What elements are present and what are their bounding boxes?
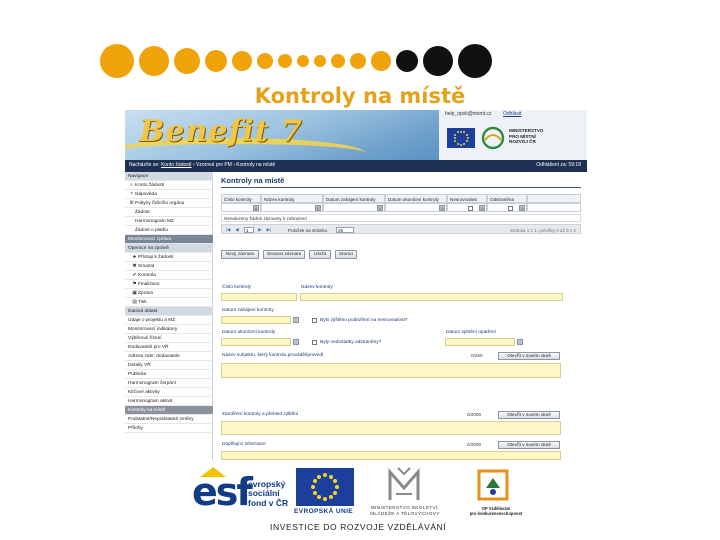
esf-caption: [248, 480, 288, 508]
new-record-button[interactable]: Nový záznam: [221, 250, 259, 259]
slide-title: Kontroly na místě: [254, 84, 466, 108]
funding-logos: [190, 462, 540, 540]
decorative-dot: [458, 44, 492, 78]
eu-star: [317, 475, 321, 479]
sidebar-item-nav[interactable]: [125, 199, 213, 208]
datum-zahajeni-field[interactable]: [221, 316, 291, 324]
filter-icon[interactable]: Y: [378, 206, 382, 211]
sidebar-item-label: Finalizace: [138, 282, 160, 287]
sidebar-item-nav[interactable]: [125, 226, 213, 235]
eu-star: [317, 495, 321, 499]
logout-link[interactable]: Odhlásit: [503, 111, 522, 117]
eu-flag-icon: [296, 468, 354, 506]
esf-caption-line: sociální: [248, 488, 280, 499]
open-new-window-button[interactable]: Otevřít v novém okně: [498, 352, 560, 360]
eu-star: [311, 485, 315, 489]
label-datum-splneni: Datum splnění opatření: [446, 330, 496, 335]
title-divider: [221, 187, 581, 188]
sidebar-item-label: Navigace: [128, 174, 148, 179]
decorative-dot: [205, 50, 227, 72]
ministry-name: [509, 128, 543, 145]
filter-icon[interactable]: Y: [520, 206, 524, 211]
char-counter: 0/250: [471, 353, 483, 358]
sidebar-item-label: Harmonogram MZ: [135, 219, 174, 224]
sidebar-item-icon: ▣: [132, 291, 137, 296]
sidebar-item-data[interactable]: [125, 343, 213, 352]
decorative-dot: [350, 53, 366, 69]
label-datum-ukonceni: Datum ukončení kontroly: [222, 330, 276, 335]
decorative-dot: [314, 55, 326, 67]
grid-filter-spacer: [527, 203, 581, 212]
sidebar-item-label: Monitorovací zpráva: [128, 237, 172, 242]
sidebar-item-data[interactable]: [125, 325, 213, 334]
calendar-icon[interactable]: [293, 317, 299, 323]
sidebar-item-label: Žádost o platbu: [135, 228, 169, 233]
sidebar-item-label: Adresa zahr. dodavatele: [128, 354, 180, 359]
sidebar-item-operation[interactable]: [125, 262, 213, 271]
sidebar-item-icon: ✖: [132, 264, 137, 269]
sidebar-header-operations[interactable]: [125, 244, 213, 253]
eu-star: [454, 134, 456, 136]
eu-star: [329, 475, 333, 479]
eu-star: [457, 131, 459, 133]
grid-filter-cell[interactable]: [385, 203, 447, 212]
sidebar-item-icon: ⚙: [129, 201, 134, 206]
prev-page-icon[interactable]: ◀: [235, 227, 239, 232]
pager-info: Stránka 1 z 1, položky 0 až 0 z 0: [509, 227, 576, 233]
sidebar-item-label: Smazat: [138, 264, 155, 269]
op-caption-line: OP Vzdělávání: [481, 506, 511, 511]
sidebar-item-icon: ▤: [132, 300, 137, 305]
sidebar-item-nav[interactable]: [125, 208, 213, 217]
eu-star: [323, 473, 327, 477]
sidebar-header-monitoring[interactable]: [125, 235, 213, 244]
last-page-icon[interactable]: ▶|: [266, 227, 272, 232]
grid-column-header[interactable]: Číslo kontroly: [221, 194, 261, 203]
page-title: Kontroly na místě: [221, 176, 285, 185]
main-content: [215, 172, 587, 460]
sidebar-item-label: Konto žádostí: [135, 183, 165, 188]
op-vk-logo-icon: [476, 468, 510, 502]
odstraneny-checkbox[interactable]: [312, 340, 317, 345]
calendar-icon[interactable]: [517, 339, 523, 345]
decorative-dot: [174, 48, 200, 74]
esf-caption-line: evropský: [248, 479, 286, 489]
logout-timer: Odhlášení za: 59:18: [536, 162, 581, 168]
per-page-select[interactable]: 25: [336, 227, 354, 233]
sidebar-item-operation[interactable]: [125, 271, 213, 280]
sidebar-item-data[interactable]: [125, 352, 213, 361]
decorative-dot-row: [100, 44, 620, 84]
label-subjekt: Název subjektu, který kontrolu prováděl/provedl: [222, 353, 324, 358]
grid-column-spacer: [527, 194, 581, 203]
eu-star: [329, 495, 333, 499]
sidebar-item-active[interactable]: [125, 406, 213, 415]
sidebar-header-navigace[interactable]: [125, 172, 213, 181]
subjekt-textarea[interactable]: [221, 363, 561, 378]
sidebar-item-label: Zpráva: [138, 291, 153, 296]
breadcrumb: [125, 160, 587, 172]
per-page-label: Položek na stránku: [288, 227, 328, 233]
sidebar-item-label: Pokyny řídícího orgánu: [135, 201, 185, 206]
decorative-dot: [331, 54, 345, 68]
label-odstraneny: Byly nedostatky odstraněny?: [320, 340, 382, 345]
sidebar-item-data[interactable]: [125, 424, 213, 433]
label-informace: Doplňující informace: [222, 442, 266, 447]
eu-star: [467, 137, 469, 139]
app-logo: Benefit 7: [139, 114, 303, 149]
sidebar-item-label: Přístup k žádosti: [138, 255, 174, 260]
filter-icon[interactable]: Y: [480, 206, 484, 211]
op-vk-caption: [456, 506, 536, 516]
sidebar-item-data[interactable]: [125, 370, 213, 379]
ministry-line: PRO MÍSTNÍ: [509, 133, 536, 139]
page-number-input[interactable]: 1: [244, 227, 254, 233]
sidebar-item-icon: ✔: [132, 273, 137, 278]
grid-pager: [221, 224, 581, 234]
open-new-window-button[interactable]: Otevřít v novém okně: [498, 411, 560, 419]
cancel-button[interactable]: Storno: [335, 250, 357, 259]
eu-star: [460, 144, 462, 146]
decorative-dot: [100, 44, 134, 78]
eu-star: [333, 491, 337, 495]
first-page-icon[interactable]: |◀: [225, 227, 231, 232]
grid-filter-cell[interactable]: [323, 203, 385, 212]
eu-star: [466, 140, 468, 142]
sidebar-item-label: Žádost: [135, 210, 150, 215]
sidebar-item-data[interactable]: [125, 316, 213, 325]
sidebar-item-label: Datová oblast: [128, 309, 158, 314]
label-podezreni: Bylo zjištěno podezření na nesrovnalost?: [320, 318, 408, 323]
eu-star: [335, 485, 339, 489]
sidebar-item-label: Kontroly na místě: [128, 408, 166, 413]
sidebar-item-data[interactable]: [125, 388, 213, 397]
esf-logo: esf: [192, 470, 251, 514]
sidebar-item-icon: ?: [130, 192, 133, 197]
sidebar-item-label: Přílohy: [128, 426, 143, 431]
label-zamereni: Zaměření kontroly a přehled zjištění: [222, 412, 299, 417]
sidebar-item-label: Publicita: [128, 372, 147, 377]
label-cislo-kontroly: Číslo kontroly: [222, 285, 252, 290]
char-counter: 0/2000: [467, 412, 482, 417]
op-caption-line: pro konkurenceschopnost: [469, 511, 523, 517]
sidebar-item-data[interactable]: [125, 415, 213, 424]
filter-icon[interactable]: Y: [316, 206, 320, 211]
sidebar-item-icon: ⌂: [130, 183, 133, 188]
ministry-line: MINISTERSTVO: [509, 128, 544, 133]
sidebar-item-label: Kontrola: [138, 273, 156, 278]
esf-caption-line: fond v ČR: [248, 497, 289, 508]
ministry-line: ROZVOJ ČR: [509, 139, 536, 144]
eu-star: [457, 143, 459, 145]
eu-star: [454, 137, 456, 139]
eu-star: [460, 131, 462, 133]
datum-ukonceni-field[interactable]: [221, 338, 291, 346]
sidebar-item-label: Operace na zprávě: [128, 246, 169, 251]
sidebar-item-icon: ⚑: [132, 282, 137, 287]
breadcrumb-rest: › Vzorová pro PM › Kontroly na místě: [192, 162, 276, 168]
delete-record-button[interactable]: Smazat záznam: [263, 250, 305, 259]
grid-filter-cell[interactable]: [447, 203, 487, 212]
datum-splneni-field[interactable]: [445, 338, 515, 346]
application-screenshot: [125, 110, 587, 460]
user-email: help_opvk@msmt.cz: [445, 111, 492, 117]
sidebar-item-operation[interactable]: [125, 289, 213, 298]
sidebar-item-nav[interactable]: [125, 190, 213, 199]
decorative-dot: [423, 46, 453, 76]
eu-star: [466, 134, 468, 136]
eu-star: [463, 143, 465, 145]
sidebar-header-data[interactable]: [125, 307, 213, 316]
breadcrumb-link-konto[interactable]: Konto žádostí: [160, 162, 192, 168]
filter-checkbox[interactable]: [468, 206, 473, 211]
eu-label: EVROPSKÁ UNIE: [294, 508, 354, 515]
sidebar-item-nav[interactable]: [125, 217, 213, 226]
filter-checkbox[interactable]: [508, 206, 513, 211]
eu-flag-icon: [447, 128, 475, 148]
banner-user-panel: [439, 110, 587, 160]
sidebar-item-label: Podstatné/Nepodstatné změny: [128, 417, 194, 422]
grid-filter-cell[interactable]: [221, 203, 261, 212]
grid-column-header[interactable]: Název kontroly: [261, 194, 323, 203]
sidebar-item-label: Výběrové řízení: [128, 336, 162, 341]
sidebar-item-label: Harmonogram aktivit: [128, 399, 173, 404]
decorative-dot: [139, 46, 169, 76]
decorative-dot: [371, 51, 391, 71]
nesrovnalost-checkbox[interactable]: [312, 318, 317, 323]
sidebar-item-label: Monitorovací indikátory: [128, 327, 178, 332]
msmt-caption: [360, 505, 450, 516]
sidebar-item-label: Detaily VŘ: [128, 363, 151, 368]
breadcrumb-prefix: Nacházíte se:: [129, 162, 160, 168]
grid-column-header[interactable]: Nesrovnalost: [447, 194, 487, 203]
grid-column-header[interactable]: Datum zahájení kontroly: [323, 194, 385, 203]
filter-icon[interactable]: Y: [254, 206, 258, 211]
app-banner: [125, 110, 587, 160]
investment-slogan: INVESTICE DO ROZVOJE VZDĚLÁVÁNÍ: [270, 522, 447, 532]
label-nazev-kontroly: Název kontroly: [301, 285, 333, 290]
decorative-dot: [297, 55, 309, 67]
decorative-dot: [396, 50, 418, 72]
sidebar-item-operation[interactable]: [125, 253, 213, 262]
cislo-kontroly-field[interactable]: [221, 293, 297, 301]
grid-filter-cell[interactable]: [487, 203, 527, 212]
zamereni-textarea[interactable]: [221, 421, 561, 435]
calendar-icon[interactable]: [293, 339, 299, 345]
msmt-caption-line: MLÁDEŽE A TĚLOVÝCHOVY: [370, 510, 440, 516]
open-new-window-button[interactable]: Otevřít v novém okně: [498, 441, 560, 449]
grid-column-header[interactable]: Datum ukončení kontroly: [385, 194, 447, 203]
sidebar-item-data[interactable]: [125, 361, 213, 370]
sidebar: [125, 172, 213, 460]
grid-column-header[interactable]: Odstraněna: [487, 194, 527, 203]
filter-icon[interactable]: Y: [440, 206, 444, 211]
sidebar-item-data[interactable]: [125, 379, 213, 388]
sidebar-item-label: Nápověda: [135, 192, 157, 197]
decorative-dot: [278, 54, 292, 68]
sidebar-item-label: Údaje o projektu a MZ: [128, 318, 176, 323]
decorative-dot: [257, 53, 273, 69]
sidebar-item-data[interactable]: [125, 334, 213, 343]
breadcrumb-trail: [129, 163, 275, 169]
sidebar-item-icon: ♣: [132, 255, 137, 260]
ministry-logo-icon: [481, 126, 505, 150]
msmt-caption-line: MINISTERSTVO ŠKOLSTVÍ,: [370, 505, 440, 510]
msmt-logo-icon: [386, 466, 422, 504]
sidebar-item-label: Dodavatelé pro VŘ: [128, 345, 169, 350]
sidebar-item-data[interactable]: [125, 397, 213, 406]
grid-filter-cell[interactable]: [261, 203, 323, 212]
eu-star: [463, 131, 465, 133]
sidebar-item-nav[interactable]: [125, 181, 213, 190]
empty-grid-message: Nenalezeny žádné záznamy k zobrazení: [221, 214, 581, 222]
decorative-dot: [232, 51, 252, 71]
sidebar-item-operation[interactable]: [125, 298, 213, 307]
sidebar-item-label: Tisk: [138, 300, 147, 305]
eu-star: [454, 140, 456, 142]
eu-star: [313, 479, 317, 483]
char-counter: 0/2000: [467, 442, 482, 447]
sidebar-item-label: Harmonogram čerpání: [128, 381, 176, 386]
next-page-icon[interactable]: ▶: [258, 227, 262, 232]
sidebar-item-operation[interactable]: [125, 280, 213, 289]
nazev-kontroly-field[interactable]: [300, 293, 563, 301]
save-button[interactable]: Uložit: [309, 250, 331, 259]
label-datum-zahajeni: Datum zahájení kontroly: [222, 308, 274, 313]
eu-star: [333, 479, 337, 483]
eu-star: [323, 497, 327, 501]
eu-star: [313, 491, 317, 495]
informace-textarea[interactable]: [221, 451, 561, 460]
sidebar-item-label: Klíčové aktivity: [128, 390, 160, 395]
